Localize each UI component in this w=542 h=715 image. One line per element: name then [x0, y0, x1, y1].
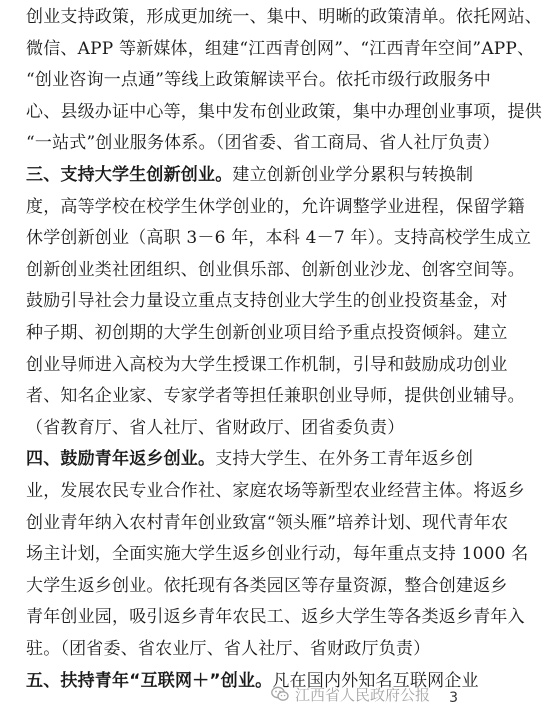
watermark: [271, 683, 430, 705]
text-line: 休学创新创业（高职 3－6 年，本科 4－7 年）。支持高校学生成立: [26, 228, 532, 249]
section-text: 凡在国内外知名互联网企业: [272, 670, 479, 691]
text-line: “创业咨询一点通”等线上政策解读平台。依托市级行政服务中: [26, 70, 491, 91]
section-text: 支持大学生、在外务工青年返乡创: [215, 449, 474, 470]
text-line: 心、县级办证中心等，集中发布创业政策，集中办理创业事项，提供: [26, 101, 542, 122]
text-line: 创业支持政策，形成更加统一、集中、明晰的政策清单。依托网站、: [26, 7, 542, 27]
section-heading: 四、鼓励青年返乡创业。: [26, 449, 216, 470]
wechat-icon: [271, 686, 289, 702]
text-line: 驻。（团省委、省农业厅、省人社厅、省财政厅负责）: [26, 639, 431, 659]
watermark-text: 江西省人民政府公报: [294, 685, 430, 704]
page-number: 3: [449, 690, 458, 706]
section-line: [26, 164, 474, 186]
text-line: 创业青年纳入农村青年创业致富“领头雁”培养计划、现代青年农: [26, 512, 509, 533]
text-line: 场主计划，全面实施大学生返乡创业行动，每年重点支持 1000 名: [26, 544, 529, 565]
section-line: [26, 448, 474, 470]
text-line: 大学生返乡创业。依托现有各类园区等存量资源，整合创建返乡: [26, 575, 508, 596]
text-line: 青年创业园，吸引返乡青年农民工、返乡大学生等各类返乡青年入: [26, 607, 525, 628]
section-heading: 三、支持大学生创新创业。: [26, 165, 233, 185]
text-line: 微信、APP 等新媒体，组建“江西青创网”、“江西青年空间”APP、: [26, 38, 535, 59]
text-line: （省教育厅、省人社厅、省财政厅、团省委负责）: [26, 417, 405, 438]
text-line: 度，高等学校在校学生休学创业的，允许调整学业进程，保留学籍: [26, 196, 525, 217]
text-line: 创业导师进入高校为大学生授课工作机制，引导和鼓励成功创业: [26, 354, 508, 375]
text-line: 业，发展农民专业合作社、家庭农场等新型农业经营主体。将返乡: [26, 481, 525, 501]
text-line: 创新创业类社团组织、创业俱乐部、创新创业沙龙、创客空间等。: [26, 259, 525, 280]
section-text: 建立创新创业学分累积与转换制: [232, 165, 474, 185]
text-line: 者、知名企业家、专家学者等担任兼职创业导师，提供创业辅导。: [26, 386, 525, 407]
section-heading: 五、扶持青年“互联网＋”创业。: [26, 670, 273, 691]
text-line: “一站式”创业服务体系。（团省委、省工商局、省人社厅负责）: [26, 133, 500, 154]
text-line: 种子期、初创期的大学生创新创业项目给予重点投资倾斜。建立: [26, 323, 508, 343]
text-line: 鼓励引导社会力量设立重点支持创业大学生的创业投资基金，对: [26, 291, 508, 312]
